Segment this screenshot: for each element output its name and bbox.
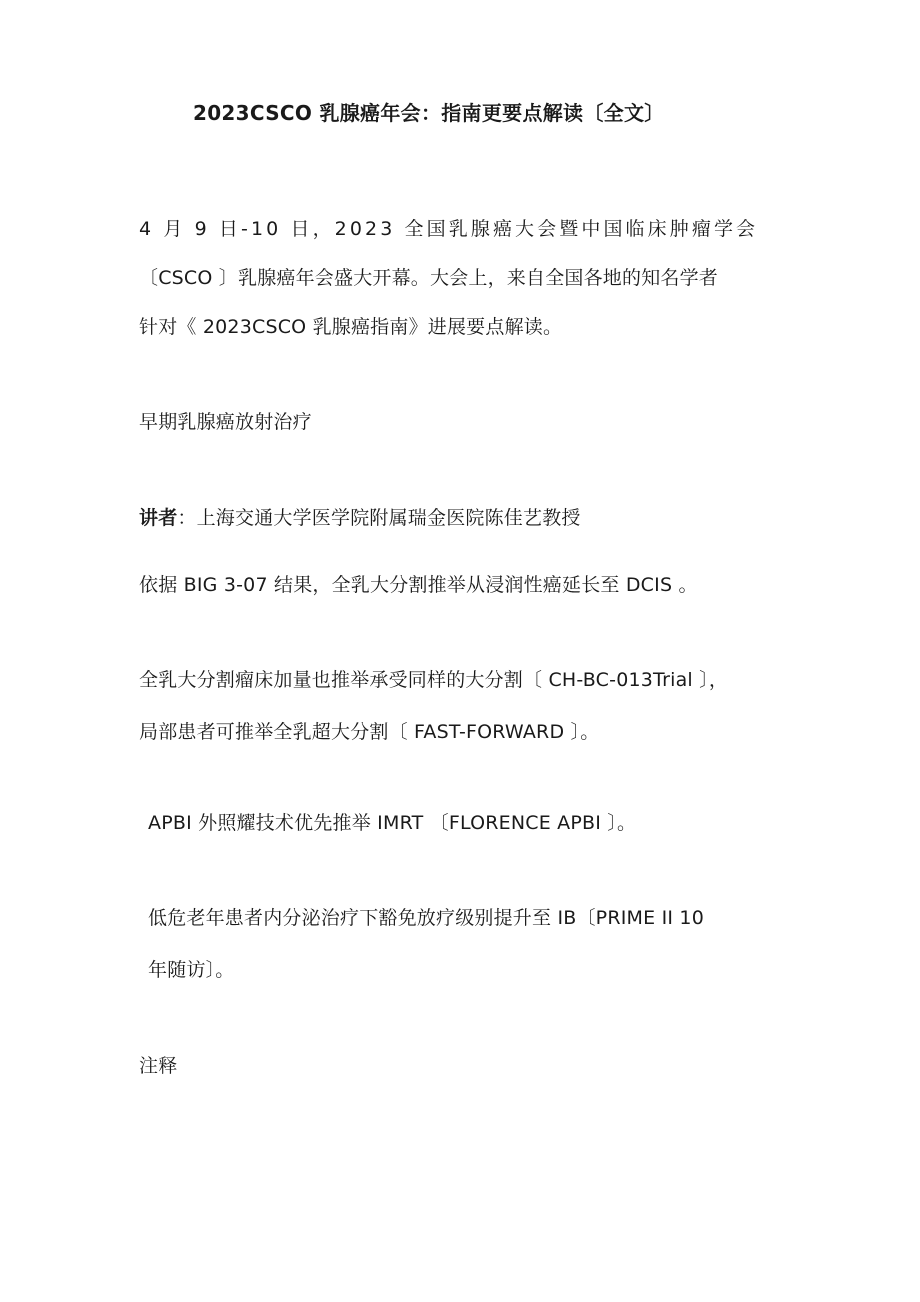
point-4-line-1: 低危老年患者内分泌治疗下豁免放疗级别提升至 IB〔PRIME II 10 xyxy=(148,907,705,929)
point-4-line-2: 年随访〕。 xyxy=(148,959,235,981)
point-2-line-2: 局部患者可推举全乳超大分割〔 FAST-FORWARD 〕。 xyxy=(139,721,600,743)
intro-line-2: 〔CSCO 〕乳腺癌年会盛大开幕。大会上，来自全国各地的知名学者 xyxy=(139,267,718,289)
document-title: 2023CSCO 乳腺癌年会：指南更要点解读〔全文〕 xyxy=(193,101,665,125)
section-heading: 早期乳腺癌放射治疗 xyxy=(139,411,312,433)
speaker-label: 讲者 xyxy=(139,507,178,529)
intro-line-1: 4 月 9 日-10 日，2023 全国乳腺癌大会暨中国临床肿瘤学会 xyxy=(139,218,759,240)
point-3: APBI 外照耀技术优先推举 IMRT 〔FLORENCE APBI 〕。 xyxy=(148,812,637,834)
point-1: 依据 BIG 3-07 结果，全乳大分割推举从浸润性癌延长至 DCIS 。 xyxy=(139,574,698,596)
speaker-text: ：上海交通大学医学院附属瑞金医院陈佳艺教授 xyxy=(177,507,581,529)
point-2-line-1: 全乳大分割瘤床加量也推举承受同样的大分割〔 CH-BC-013Trial 〕， xyxy=(139,669,729,691)
speaker-line xyxy=(139,506,581,530)
intro-line-3: 针对《 2023CSCO 乳腺癌指南》进展要点解读。 xyxy=(139,316,563,338)
notes-heading: 注释 xyxy=(139,1055,178,1077)
